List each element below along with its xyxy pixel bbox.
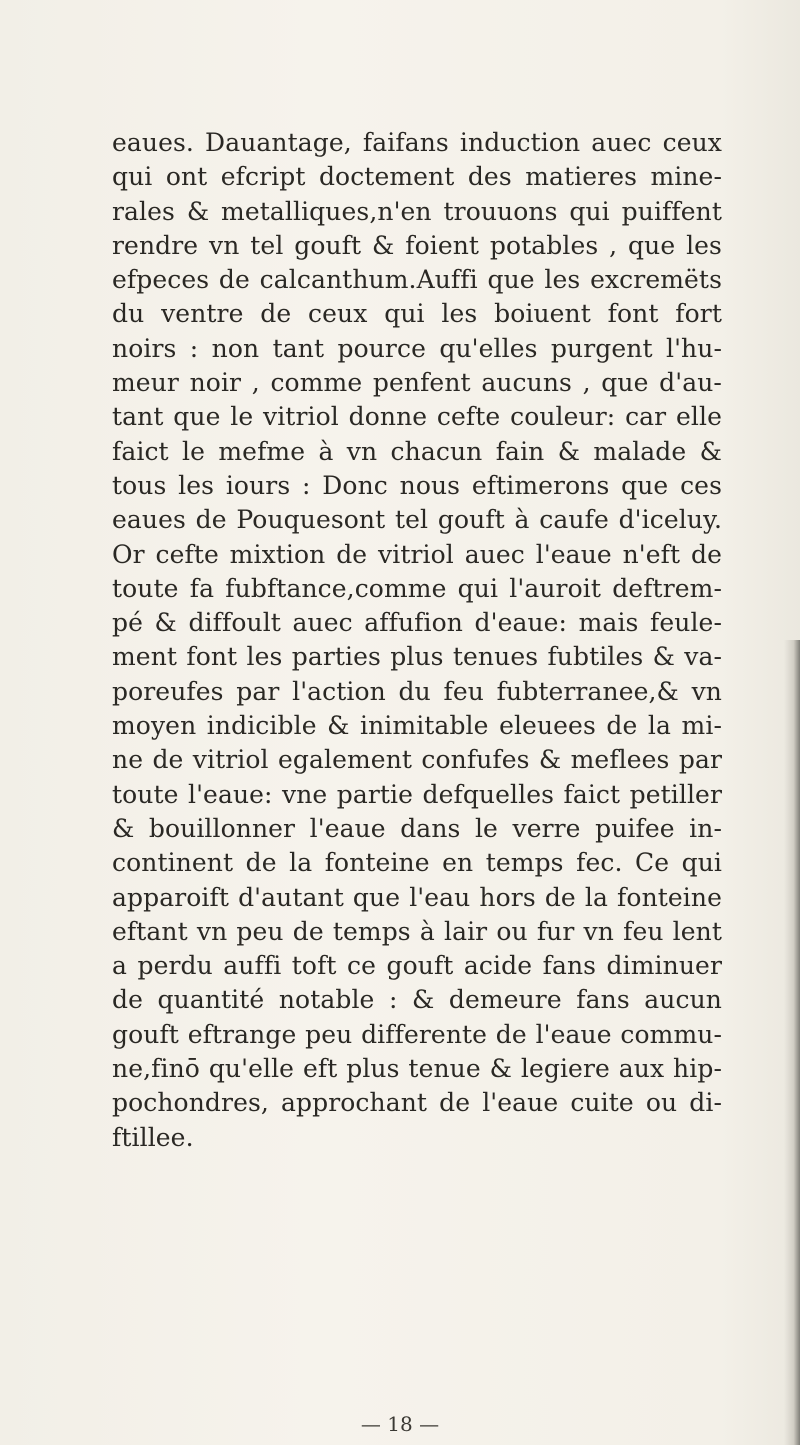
text-line: & bouillonner l'eaue dans le verre puifee in-: [112, 813, 722, 843]
text-line: gouft eftrange peu differente de l'eaue commu-: [112, 1019, 722, 1049]
text-line: ftillee.: [112, 1122, 194, 1152]
text-line: qui ont efcript doctement des matieres mine-: [112, 162, 722, 192]
text-line: poreufes par l'action du feu fubterranee,& vn: [112, 676, 722, 706]
text-line: ment font les parties plus tenues fubtiles & va-: [112, 642, 722, 672]
text-line: efpeces de calcanthum.Auffi que les excremëts: [112, 265, 722, 295]
text-line: tant que le vitriol donne cefte couleur: car elle: [112, 402, 722, 432]
text-line: apparoift d'autant que l'eau hors de la fonteine: [112, 882, 722, 912]
page-number: — 18 —: [360, 1412, 440, 1436]
text-line: Or cefte mixtion de vitriol auec l'eaue n'eft de: [112, 539, 722, 569]
text-line: continent de la fonteine en temps fec. Ce qui: [112, 848, 722, 878]
text-line: eftant vn peu de temps à lair ou fur vn feu lent: [112, 916, 722, 946]
page-edge-shadow: [784, 640, 800, 1445]
body-text: [112, 126, 722, 1155]
text-line: rendre vn tel gouft & foient potables , que les: [112, 230, 722, 260]
text-line: tous les iours : Donc nous eftimerons que ces: [112, 470, 722, 500]
text-line: a perdu auffi toft ce gouft acide fans diminuer: [112, 951, 722, 981]
text-line: ne de vitriol egalement confufes & meflees par: [112, 745, 722, 775]
text-line: eaues. Dauantage, faifans induction auec ceux: [112, 128, 722, 157]
text-line: moyen indicible & inimitable eleuees de la mi-: [112, 711, 722, 741]
text-line: pochondres, approchant de l'eaue cuite ou di-: [112, 1088, 722, 1118]
text-line: faict le mefme à vn chacun fain & malade &: [112, 436, 722, 466]
text-line: toute fa fubftance,comme qui l'auroit deftrem-: [112, 573, 722, 603]
text-line: eaues de Pouquesont tel gouft à caufe d'iceluy.: [112, 505, 722, 535]
text-line: toute l'eaue: vne partie defquelles faict petiller: [112, 779, 722, 809]
text-line: rales & metalliques,n'en trouuons qui puiffent: [112, 196, 722, 226]
text-line: de quantité notable : & demeure fans aucun: [112, 985, 722, 1015]
text-line: noirs : non tant pource qu'elles purgent l'hu-: [112, 333, 722, 363]
text-line: ne,finō qu'elle eft plus tenue & legiere aux hip-: [112, 1054, 722, 1084]
text-line: meur noir , comme penfent aucuns , que d'au-: [112, 368, 722, 398]
text-line: pé & diffoult auec affufion d'eaue: mais feule-: [112, 608, 722, 638]
text-line: du ventre de ceux qui les boiuent font fort: [112, 299, 722, 329]
